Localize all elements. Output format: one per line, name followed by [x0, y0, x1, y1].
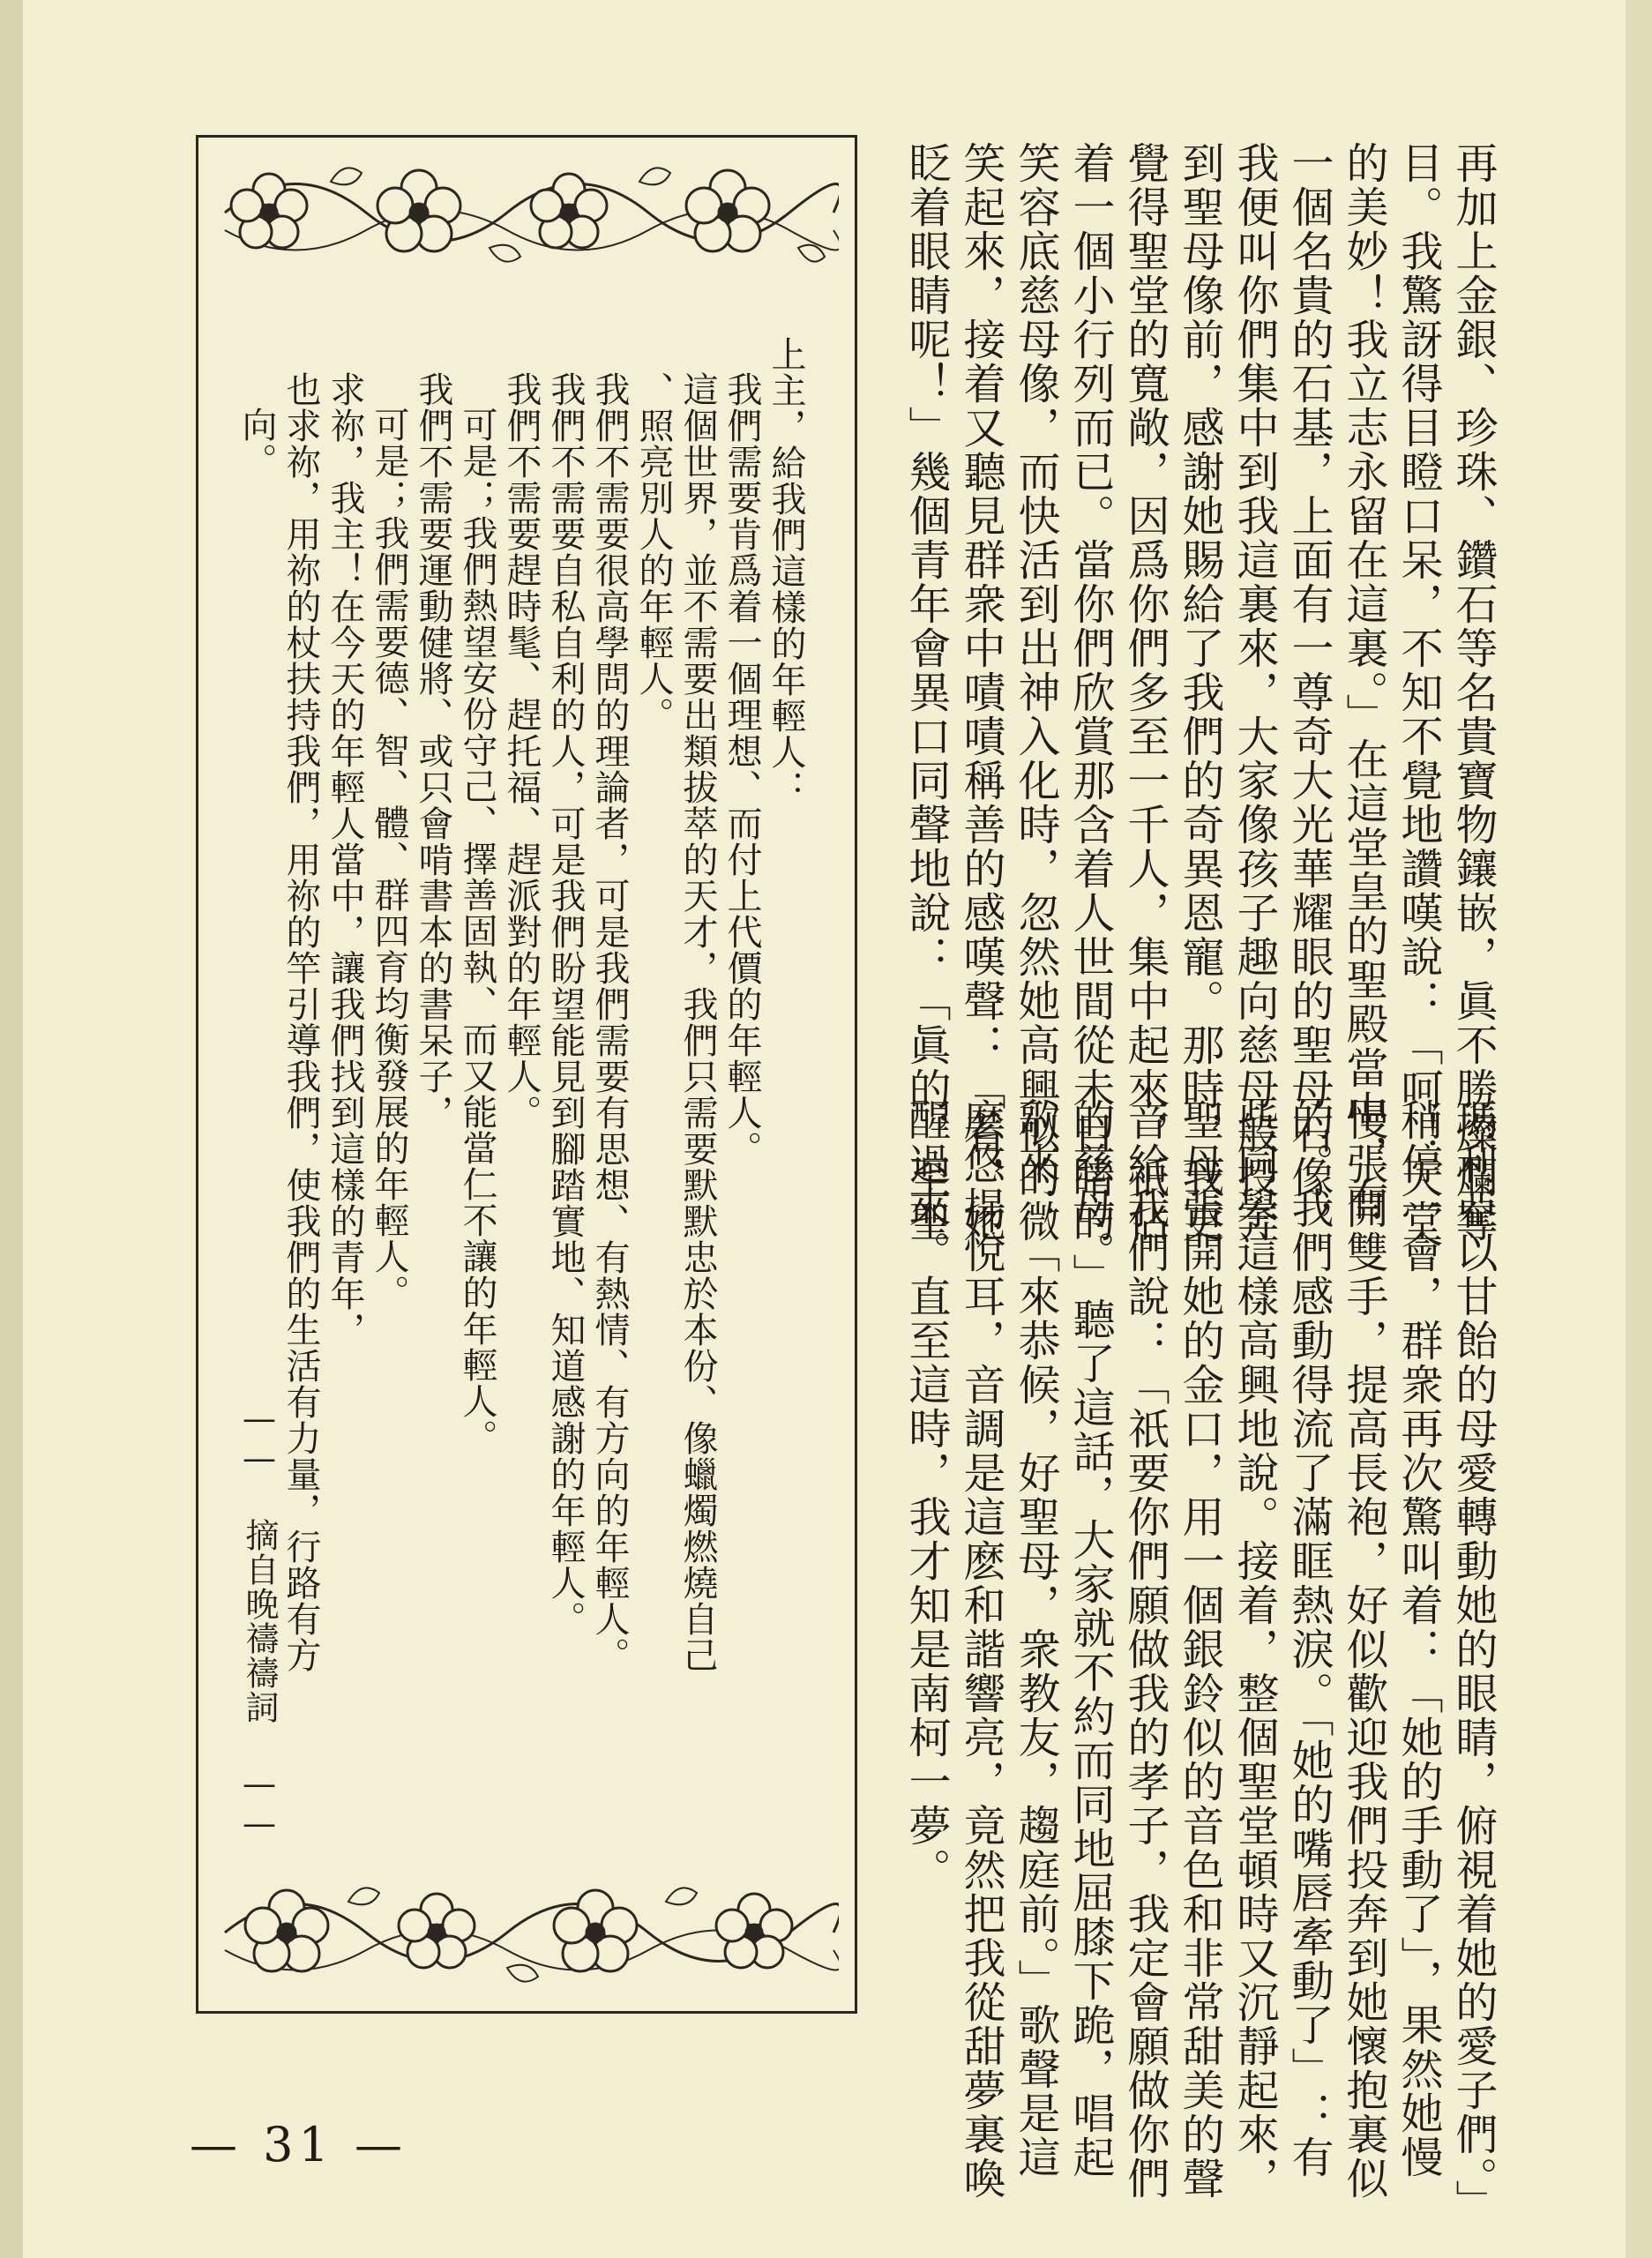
- prayer-line: 上主，給我們這樣的年輕人：: [766, 336, 806, 806]
- page-number: — 31 —: [190, 2117, 408, 2172]
- text-column: 的慈母。」聽了這話，大家就不約而同地屈膝下跪，唱起: [1065, 1098, 1115, 2179]
- prayer-line: 我們不需要自私自利的人，可是我們盼望能見到腳踏實地、知道感謝的年輕人。: [545, 371, 586, 1637]
- text-column: 一個名貴的石基，上面有一尊奇大光華耀眼的聖母石像，: [1284, 141, 1334, 1244]
- prayer-line: 我們不需要很高學問的理論者，可是我們需要有思想、有熱情、有方向的年輕人。: [589, 371, 630, 1673]
- text-column: 瑪利亞以甘飴的母愛轉動她的眼睛，俯視着她的愛子們。」: [1448, 1098, 1498, 2224]
- page-shadow-left: [0, 0, 23, 2258]
- text-column: 目。我驚訝得目瞪口呆，不知不覺地讚嘆說：「呵！天堂: [1394, 141, 1443, 1244]
- prayer-line: 我們不需要運動健將、或只會啃書本的書呆子，: [413, 371, 453, 1131]
- floral-border-bottom-icon: [216, 1866, 839, 1999]
- text-column: 眨着眼睛呢！」幾個青年會異口同聲地說：「眞的，至聖: [901, 141, 951, 1244]
- floral-border-top-icon: [216, 146, 839, 279]
- text-column: 我便叫你們集中到我這裏來，大家像孩子趣向慈母般投奔: [1230, 141, 1279, 1244]
- text-column: 再加上金銀、珍珠、鑽石等名貴寶物鑲嵌，眞不勝燦爛奪: [1448, 141, 1498, 1244]
- text-column: 的。我們感動得流了滿眶熱淚。「她的嘴唇牽動了」：有: [1284, 1098, 1334, 2179]
- prayer-line: 向。: [236, 407, 277, 479]
- text-column: 麽悠揚悅耳，音調是這麽和諧響亮，竟然把我從甜夢裏喚: [956, 1098, 1005, 2201]
- prayer-line: 我們需要肯爲着一個理想、而付上代價的年輕人。: [721, 371, 762, 1167]
- upper-paragraph: [891, 141, 1499, 1244]
- text-column: 聖母張開她的金口，用一個銀鈴似的音色和非常甜美的聲: [1175, 1098, 1224, 2201]
- lower-paragraph: [891, 1098, 1499, 2224]
- text-column: 歌來：「來恭候，好聖母，衆教友，趨庭前。」歌聲是這: [1011, 1098, 1060, 2179]
- prayer-line: 也求祢，用祢的杖扶持我們，用祢的竿引導我們，使我們的生活有力量，行路有方: [280, 371, 321, 1673]
- text-column: 着一個小行列而已。當你們欣賞那含着人世間從未目睹的: [1065, 141, 1115, 1244]
- prayer-line: 求祢，我主！在今天的年輕人當中，讓我們找到這樣的青年，: [325, 371, 365, 1348]
- text-column: 醒過來。直至這時，我才知是南柯一夢。: [901, 1098, 951, 1892]
- prayer-line: 可是；我們熱望安份守己、擇善固執、而又能當仁不讓的年輕人。: [457, 407, 497, 1455]
- text-column: 笑起來，接着又聽見群衆中嘖嘖稱善的感嘆聲：「看，她: [956, 141, 1005, 1244]
- text-column: 些同學這樣高興地說。接着，整個聖堂頓時又沉靜起來，: [1230, 1098, 1279, 2201]
- prayer-line: 我們不需要趕時髦、趕托福、趕派對的年輕人。: [501, 371, 542, 1131]
- text-column: 笑容底慈母像，而快活到出神入化時，忽然她高興似的微: [1011, 141, 1060, 1244]
- prayer-line: 可是；我們需要德、智、體、群四育均衡發展的年輕人。: [369, 407, 409, 1311]
- text-column: 慢張開雙手，提高長袍，好似歡迎我們投奔到她懷抱裏似: [1339, 1098, 1388, 2201]
- prayer-source: —— 摘自晚禱禱詞 ——: [240, 1399, 279, 1843]
- text-column: 音給我們說：「祇要你們願做我的孝子，我定會願做你們: [1120, 1098, 1170, 2201]
- prayer-line: 這個世界，並不需要出類拔萃的天才，我們只需要默默忠於本份、像蠟燭燃燒自己: [677, 371, 718, 1673]
- page-shadow-right: [1626, 0, 1652, 2258]
- text-column: 稍停一會，群衆再次驚叫着：「她的手動了」，果然她慢: [1394, 1098, 1443, 2179]
- text-column: 覺得聖堂的寬敞，因爲你們多至一千人，集中起來，祇佔: [1120, 141, 1170, 1244]
- text-column: 的美妙！我立志永留在這裏。」在這堂皇的聖殿當中，有: [1339, 141, 1388, 1222]
- prayer-box: [196, 135, 857, 2014]
- prayer-line: 、照亮別人的年輕人。: [633, 371, 674, 733]
- text-column: 到聖母像前，感謝她賜給了我們的奇異恩寵。那時，我更: [1175, 141, 1224, 1244]
